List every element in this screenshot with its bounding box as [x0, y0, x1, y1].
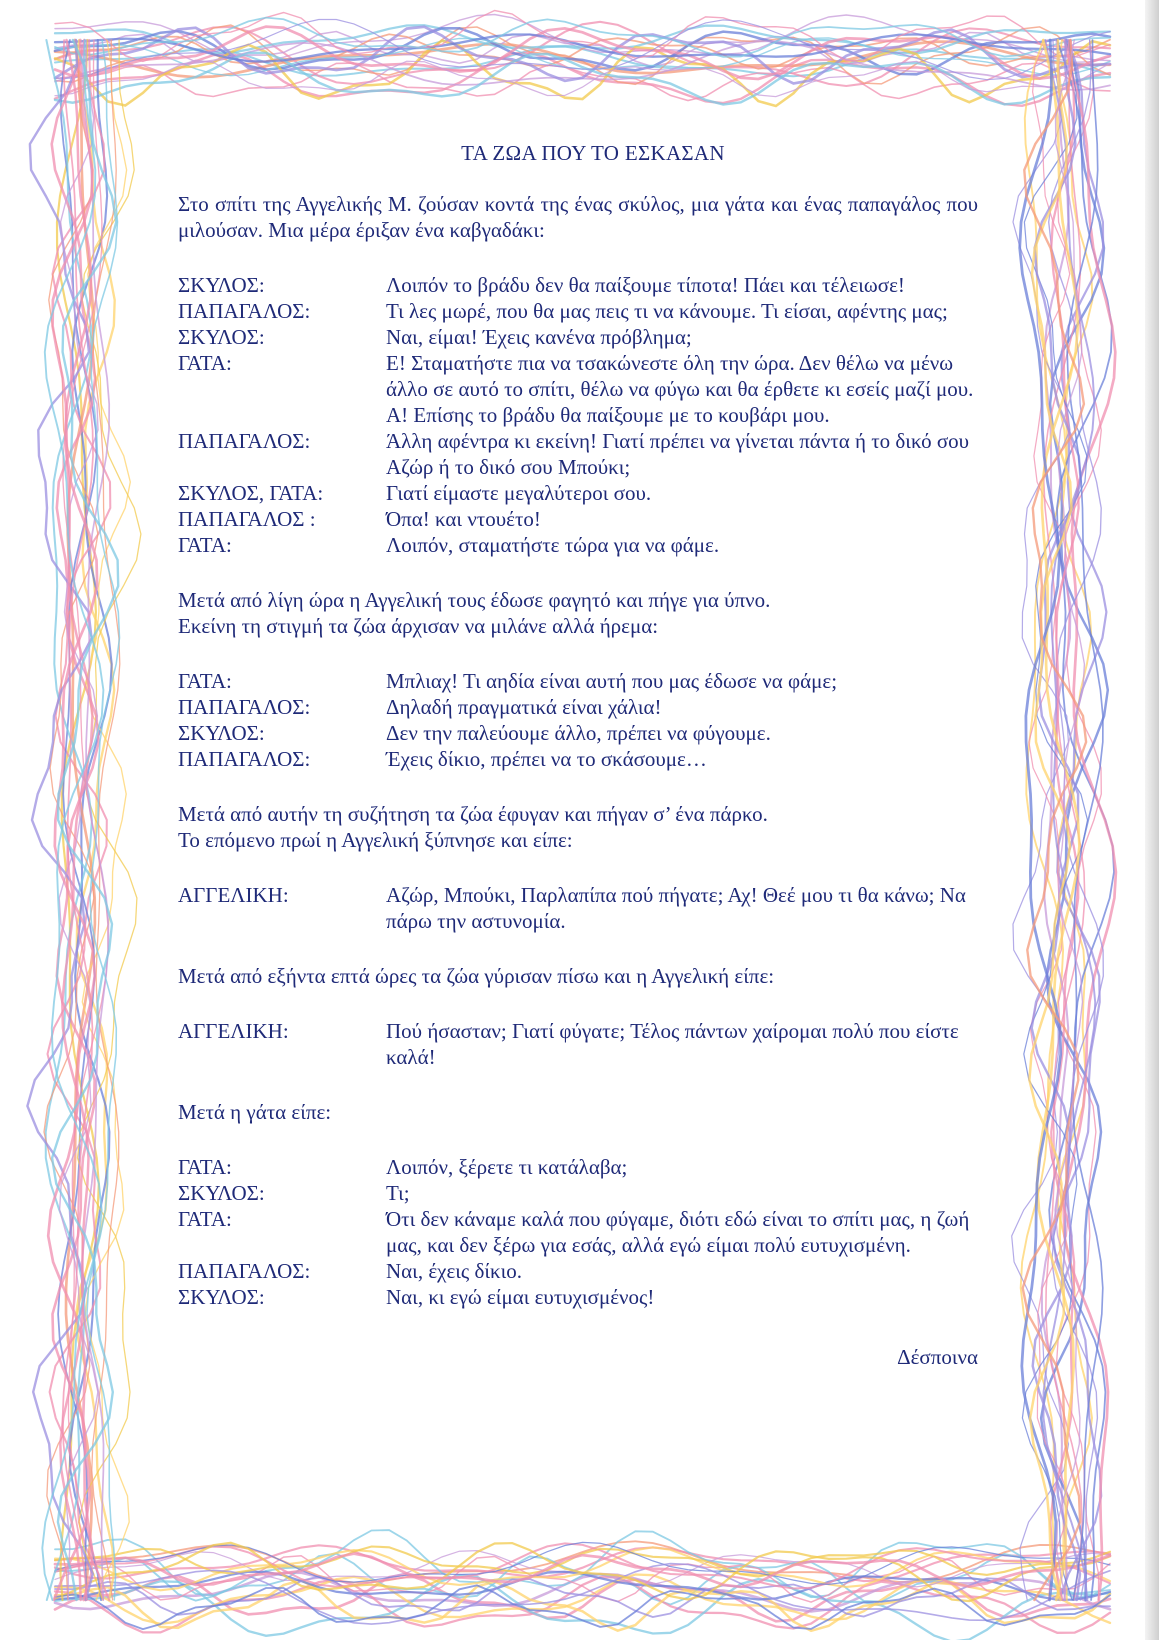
border-strand: [55, 25, 1110, 53]
speaker-name: ΠΑΠΑΓΑΛΟΣ:: [178, 1259, 311, 1283]
border-strand: [76, 40, 115, 1600]
dialogue-block-2: [178, 668, 978, 772]
border-strand: [82, 40, 109, 1600]
speaker-name: ΓΑΤΑ:: [178, 1207, 232, 1231]
border-strand: [55, 63, 1110, 100]
speech-text: Δεν την παλεύουμε άλλο, πρέπει να φύγουμε.: [386, 721, 771, 745]
border-strand: [55, 38, 1110, 76]
border-strand: [55, 1551, 1110, 1587]
speaker-name: ΠΑΠΑΓΑΛΟΣ:: [178, 695, 311, 719]
border-strand: [1067, 40, 1103, 1600]
border-strand: [55, 1547, 1110, 1577]
speech-text: Λοιπόν, ξέρετε τι κατάλαβα;: [386, 1155, 628, 1179]
border-strand: [55, 60, 1110, 96]
dialogue-line: [178, 272, 978, 298]
speaker-name: ΑΓΓΕΛΙΚΗ:: [178, 883, 289, 907]
border-strand: [55, 27, 1110, 79]
intro-paragraph: Στο σπίτι της Αγγελικής Μ. ζούσαν κοντά της ένας σκύλος, μια γάτα και ένας παπαγάλος που μιλούσαν. Μια μέρα έριξαν ένα καβγαδάκι:: [178, 192, 978, 242]
border-strand: [55, 41, 1110, 106]
border-strand: [55, 15, 1110, 63]
speaker-name: ΓΑΤΑ:: [178, 351, 232, 375]
speaker-name: ΠΑΠΑΓΑΛΟΣ:: [178, 299, 311, 323]
border-strand: [55, 22, 1110, 86]
border-strand: [87, 40, 120, 1600]
border-strand: [1021, 40, 1066, 1600]
speech-text: Πού ήσασταν; Γιατί φύγατε; Τέλος πάντων χαίρομαι πολύ που είστε καλά!: [386, 1019, 959, 1069]
speech-text: Όπα! και ντουέτο!: [386, 507, 541, 531]
dialogue-line: [178, 1258, 978, 1284]
speech-text: Ε! Σταματήστε πια να τσακώνεστε όλη την ώρα. Δεν θέλω να μένω άλλο σε αυτό το σπίτι, θέλω να φύγω και θα έρθετε κι εσείς μαζί μου. Α! Επίσης το βράδυ θα παίξουμε με το κουβάρι μου.: [386, 351, 974, 427]
dialogue-line: [178, 1018, 978, 1070]
dialogue-line: [178, 882, 978, 934]
speaker-name: ΠΑΠΑΓΑΛΟΣ :: [178, 507, 316, 531]
border-strand: [44, 40, 98, 1600]
dialogue-line: [178, 746, 978, 772]
speech-text: Λοιπόν, σταματήστε τώρα για να φάμε.: [386, 533, 720, 557]
border-strand: [55, 28, 1110, 74]
border-strand: [55, 20, 1110, 80]
border-strand: [58, 40, 96, 1600]
border-strand: [55, 1572, 1110, 1600]
speech-text: Ναι, έχεις δίκιο.: [386, 1259, 523, 1283]
border-strand: [55, 1541, 1110, 1582]
speech-text: Αζώρ, Μπούκι, Παρλαπίπα πού πήγατε; Αχ! Θεέ μου τι θα κάνω; Να πάρω την αστυνομία.: [386, 883, 966, 933]
speaker-name: ΣΚΥΛΟΣ:: [178, 325, 265, 349]
border-strand: [52, 40, 99, 1600]
speaker-name: ΠΑΠΑΓΑΛΟΣ:: [178, 429, 311, 453]
speech-text: Ναι, κι εγώ είμαι ευτυχισμένος!: [386, 1285, 655, 1309]
border-strand: [55, 53, 1110, 106]
border-strand: [55, 1573, 1110, 1612]
border-strand: [1037, 40, 1079, 1600]
speaker-name: ΣΚΥΛΟΣ:: [178, 721, 265, 745]
border-strand: [63, 40, 93, 1600]
border-strand: [1029, 40, 1071, 1600]
dialogue-line: [178, 298, 978, 324]
border-strand: [60, 40, 92, 1600]
story-text: [178, 140, 978, 1370]
narration-line: Μετά από αυτήν τη συζήτηση τα ζώα έφυγαν και πήγαν σ’ ένα πάρκο.: [178, 802, 768, 826]
speech-text: Ναι, είμαι! Έχεις κανένα πρόβλημα;: [386, 325, 692, 349]
speaker-name: ΑΓΓΕΛΙΚΗ:: [178, 1019, 289, 1043]
border-strand: [55, 1580, 1110, 1631]
speech-text: Τι λες μωρέ, που θα μας πεις τι να κάνουμε. Τι είσαι, αφέντης μας;: [386, 299, 948, 323]
border-strand: [55, 32, 1110, 67]
border-strand: [1029, 40, 1070, 1600]
border-strand: [55, 27, 1110, 84]
border-strand: [55, 25, 1110, 84]
dialogue-block-3: [178, 882, 978, 934]
dialogue-block-1: [178, 272, 978, 558]
speaker-name: ΣΚΥΛΟΣ:: [178, 1285, 265, 1309]
border-strand: [42, 40, 103, 1600]
border-strand: [1041, 40, 1108, 1600]
speech-text: Γιατί είμαστε μεγαλύτεροι σου.: [386, 481, 652, 505]
border-strand: [55, 1543, 1110, 1588]
dialogue-line: [178, 324, 978, 350]
dialogue-line: [178, 1154, 978, 1180]
border-strand: [55, 1542, 1110, 1584]
speech-text: Δηλαδή πραγματικά είναι χάλια!: [386, 695, 662, 719]
dialogue-line: [178, 350, 978, 428]
border-strand: [1044, 40, 1096, 1600]
dialogue-line: [178, 480, 978, 506]
border-strand: [1064, 40, 1116, 1600]
border-strand: [1049, 40, 1114, 1600]
border-strand: [57, 40, 99, 1600]
speaker-name: ΣΚΥΛΟΣ, ΓΑΤΑ:: [178, 481, 324, 505]
border-strand: [55, 1564, 1110, 1625]
speaker-name: ΓΑΤΑ:: [178, 1155, 232, 1179]
border-strand: [92, 40, 120, 1600]
border-strand: [55, 1576, 1110, 1617]
border-strand: [52, 40, 118, 1600]
border-strand: [55, 53, 1110, 105]
author-signature: Δέσποινα: [897, 1345, 978, 1369]
speaker-name: ΓΑΤΑ:: [178, 669, 232, 693]
border-strand: [27, 40, 92, 1600]
border-strand: [1055, 40, 1084, 1600]
narration-line: Εκείνη τη στιγμή τα ζώα άρχισαν να μιλάνε αλλά ήρεμα:: [178, 614, 659, 638]
border-strand: [55, 47, 1110, 77]
border-strand: [55, 1554, 1110, 1587]
border-strand: [46, 40, 92, 1600]
narration-line: Μετά από εξήντα επτά ώρες τα ζώα γύρισαν πίσω και η Αγγελική είπε:: [178, 964, 775, 988]
border-strand: [1032, 40, 1081, 1600]
border-strand: [1012, 40, 1070, 1600]
dialogue-line: [178, 720, 978, 746]
narration-line: Το επόμενο πρωί η Αγγελική ξύπνησε και είπε:: [178, 828, 573, 852]
border-strand: [1044, 40, 1085, 1600]
speech-text: Τι;: [386, 1181, 410, 1205]
border-strand: [1056, 40, 1101, 1600]
border-strand: [55, 18, 1110, 57]
dialogue-line: [178, 428, 978, 480]
border-strand: [59, 40, 98, 1600]
border-strand: [55, 1574, 1110, 1621]
speaker-name: ΓΑΤΑ:: [178, 533, 232, 557]
speaker-name: ΣΚΥΛΟΣ:: [178, 1181, 265, 1205]
border-strand: [55, 1575, 1110, 1640]
narration-line: Μετά η γάτα είπε:: [178, 1100, 332, 1124]
border-strand: [55, 1543, 1110, 1601]
dialogue-line: [178, 1284, 978, 1310]
dialogue-line: [178, 694, 978, 720]
border-strand: [55, 34, 1110, 69]
border-strand: [55, 1556, 1110, 1602]
border-strand: [1042, 40, 1071, 1600]
border-strand: [48, 40, 111, 1600]
narration-line: Μετά από λίγη ώρα η Αγγελική τους έδωσε φαγητό και πήγε για ύπνο.: [178, 588, 771, 612]
border-strand: [55, 1585, 1110, 1629]
dialogue-line: [178, 1206, 978, 1258]
dialogue-line: [178, 506, 978, 532]
border-strand: [55, 34, 1110, 61]
border-strand: [55, 41, 1110, 90]
border-strand: [70, 40, 112, 1600]
border-strand: [55, 1554, 1110, 1605]
border-strand: [55, 42, 1110, 78]
border-strand: [63, 40, 108, 1600]
speech-text: Ότι δεν κάναμε καλά που φύγαμε, διότι εδώ είναι το σπίτι μας, η ζωή μας, και δεν ξέρω για εσάς, αλλά εγώ είμαι πολύ ευτυχισμένη.: [386, 1207, 970, 1257]
speaker-name: ΣΚΥΛΟΣ:: [178, 273, 265, 297]
border-strand: [78, 40, 141, 1600]
border-strand: [1022, 40, 1087, 1600]
speech-text: Λοιπόν το βράδυ δεν θα παίξουμε τίποτα! Πάει και τέλειωσε!: [386, 273, 905, 297]
border-strand: [1023, 40, 1086, 1600]
dialogue-block-5: [178, 1154, 978, 1310]
border-strand: [1050, 40, 1078, 1600]
border-strand: [55, 1547, 1110, 1590]
border-strand: [66, 40, 95, 1600]
border-strand: [48, 40, 97, 1600]
border-strand: [1053, 40, 1106, 1600]
speech-text: Μπλιαχ! Τι αηδία είναι αυτή που μας έδωσε να φάμε;: [386, 669, 838, 693]
dialogue-line: [178, 532, 978, 558]
scan-edge-shadow: [1145, 0, 1159, 1640]
border-strand: [1020, 40, 1061, 1600]
border-strand: [55, 1575, 1110, 1624]
border-strand: [55, 1530, 1110, 1598]
story-title: ΤΑ ΖΩΑ ΠΟΥ ΤΟ ΕΣΚΑΣΑΝ: [461, 141, 725, 165]
dialogue-block-4: [178, 1018, 978, 1070]
border-strand: [1049, 40, 1104, 1600]
border-strand: [1057, 40, 1092, 1600]
speech-text: Έχεις δίκιο, πρέπει να το σκάσουμε…: [386, 747, 707, 771]
border-strand: [55, 11, 1110, 62]
dialogue-line: [178, 1180, 978, 1206]
speaker-name: ΠΑΠΑΓΑΛΟΣ:: [178, 747, 311, 771]
border-strand: [82, 40, 130, 1600]
border-strand: [55, 1545, 1110, 1581]
speech-text: Άλλη αφέντρα κι εκείνη! Γιατί πρέπει να γίνεται πάντα ή το δικό σου Αζώρ ή το δικό σου Μπούκι;: [386, 429, 970, 479]
dialogue-line: [178, 668, 978, 694]
border-strand: [55, 1577, 1110, 1633]
